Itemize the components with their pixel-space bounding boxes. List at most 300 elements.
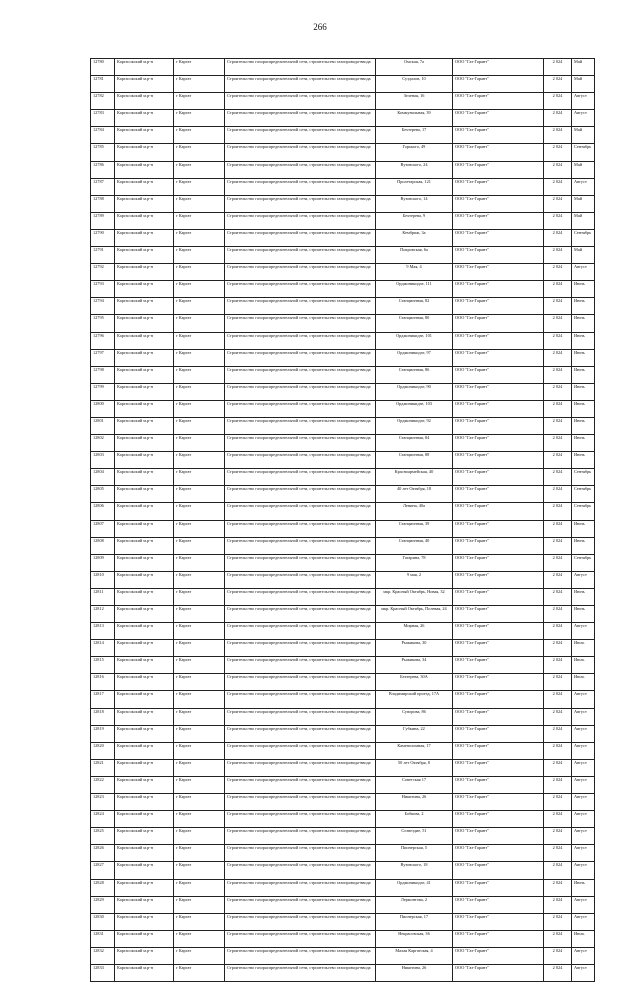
address-cell: Станционная, 88 <box>376 452 453 469</box>
locality-cell: г Каргат <box>174 452 225 469</box>
year-cell: 2 024 <box>544 845 572 862</box>
work-type-cell: Строительство газораспределительной сети, строительство газопровода-ввода <box>225 127 376 144</box>
municipality-cell: Каргасокский м.р-н <box>115 127 174 144</box>
organization-cell: ООО "Газ-Гарант" <box>453 195 544 212</box>
row-number-cell: 12830 <box>91 913 115 930</box>
row-number-cell: 12790 <box>91 229 115 246</box>
locality-cell: г Каргат <box>174 110 225 127</box>
organization-cell: ООО "Газ-Гарант" <box>453 588 544 605</box>
address-cell: Станционная, 80 <box>376 315 453 332</box>
locality-cell: г Каргат <box>174 896 225 913</box>
municipality-cell: Каргасокский м.р-н <box>115 178 174 195</box>
work-type-cell: Строительство газораспределительной сети, строительство газопровода-ввода <box>225 503 376 520</box>
year-cell: 2 024 <box>544 195 572 212</box>
address-cell: Малая Каргатская, 4 <box>376 947 453 964</box>
work-type-cell: Строительство газораспределительной сети, строительство газопровода-ввода <box>225 708 376 725</box>
organization-cell: ООО "Газ-Гарант" <box>453 554 544 571</box>
table-row <box>91 657 595 674</box>
year-cell: 2 024 <box>544 896 572 913</box>
work-type-cell: Строительство газораспределительной сети, строительство газопровода-ввода <box>225 725 376 742</box>
locality-cell: г Каргат <box>174 76 225 93</box>
table-row <box>91 947 595 964</box>
address-cell: Орджоникидзе, 41 <box>376 879 453 896</box>
locality-cell: г Каргат <box>174 725 225 742</box>
address-cell: Станционная, 84 <box>376 435 453 452</box>
work-type-cell: Строительство газораспределительной сети, строительство газопровода-ввода <box>225 298 376 315</box>
locality-cell: г Каргат <box>174 212 225 229</box>
month-cell: Август <box>572 264 595 281</box>
organization-cell: ООО "Газ-Гарант" <box>453 315 544 332</box>
month-cell: Август <box>572 759 595 776</box>
month-cell: Август <box>572 571 595 588</box>
work-type-cell: Строительство газораспределительной сети, строительство газопровода-ввода <box>225 828 376 845</box>
table-row <box>91 417 595 434</box>
row-number-cell: 12814 <box>91 640 115 657</box>
municipality-cell: Каргасокский м.р-н <box>115 195 174 212</box>
table-row <box>91 281 595 298</box>
table-row <box>91 127 595 144</box>
organization-cell: ООО "Газ-Гарант" <box>453 742 544 759</box>
municipality-cell: Каргасокский м.р-н <box>115 776 174 793</box>
address-cell: Созвездие, 51 <box>376 828 453 845</box>
work-type-cell: Строительство газораспределительной сети, строительство газопровода-ввода <box>225 947 376 964</box>
locality-cell: г Каргат <box>174 640 225 657</box>
work-type-cell: Строительство газораспределительной сети, строительство газопровода-ввода <box>225 93 376 110</box>
year-cell: 2 024 <box>544 776 572 793</box>
table-row <box>91 110 595 127</box>
month-cell: Сентябрь <box>572 229 595 246</box>
locality-cell: г Каргат <box>174 469 225 486</box>
municipality-cell: Каргасокский м.р-н <box>115 759 174 776</box>
month-cell: Июнь <box>572 520 595 537</box>
table-row <box>91 383 595 400</box>
locality-cell: г Каргат <box>174 93 225 110</box>
address-cell: 40 лет Октября, 18 <box>376 486 453 503</box>
address-cell: Покровская, 6а <box>376 247 453 264</box>
work-type-cell: Строительство газораспределительной сети, строительство газопровода-ввода <box>225 161 376 178</box>
year-cell: 2 024 <box>544 520 572 537</box>
organization-cell: ООО "Газ-Гарант" <box>453 708 544 725</box>
row-number-cell: 12787 <box>91 178 115 195</box>
municipality-cell: Каргасокский м.р-н <box>115 828 174 845</box>
month-cell: Август <box>572 828 595 845</box>
municipality-cell: Каргасокский м.р-н <box>115 298 174 315</box>
address-cell: Бехтерева, 9 <box>376 212 453 229</box>
work-type-cell: Строительство газораспределительной сети, строительство газопровода-ввода <box>225 383 376 400</box>
table-row <box>91 691 595 708</box>
address-cell: Омская, 7а <box>376 59 453 76</box>
month-cell: Июль <box>572 657 595 674</box>
organization-cell: ООО "Газ-Гарант" <box>453 469 544 486</box>
organization-cell: ООО "Газ-Гарант" <box>453 247 544 264</box>
organization-cell: ООО "Газ-Гарант" <box>453 486 544 503</box>
organization-cell: ООО "Газ-Гарант" <box>453 879 544 896</box>
municipality-cell: Каргасокский м.р-н <box>115 520 174 537</box>
municipality-cell: Каргасокский м.р-н <box>115 486 174 503</box>
work-type-cell: Строительство газораспределительной сети, строительство газопровода-ввода <box>225 862 376 879</box>
address-cell: Рыжикова, 30 <box>376 640 453 657</box>
organization-cell: ООО "Газ-Гарант" <box>453 366 544 383</box>
address-cell: Гагарина, 78 <box>376 554 453 571</box>
year-cell: 2 024 <box>544 469 572 486</box>
locality-cell: г Каргат <box>174 281 225 298</box>
municipality-cell: Каргасокский м.р-н <box>115 349 174 366</box>
organization-cell: ООО "Газ-Гарант" <box>453 913 544 930</box>
work-type-cell: Строительство газораспределительной сети, строительство газопровода-ввода <box>225 964 376 981</box>
municipality-cell: Каргасокский м.р-н <box>115 332 174 349</box>
locality-cell: г Каргат <box>174 879 225 896</box>
work-type-cell: Строительство газораспределительной сети, строительство газопровода-ввода <box>225 759 376 776</box>
row-number-cell: 12825 <box>91 828 115 845</box>
year-cell: 2 024 <box>544 862 572 879</box>
organization-cell: ООО "Газ-Гарант" <box>453 862 544 879</box>
locality-cell: г Каргат <box>174 229 225 246</box>
locality-cell: г Каргат <box>174 742 225 759</box>
row-number-cell: 12784 <box>91 127 115 144</box>
table-row <box>91 623 595 640</box>
month-cell: Август <box>572 742 595 759</box>
municipality-cell: Каргасокский м.р-н <box>115 571 174 588</box>
address-cell: Лермонтова, 2 <box>376 896 453 913</box>
address-cell: Вузовского, 18 <box>376 862 453 879</box>
month-cell: Май <box>572 212 595 229</box>
municipality-cell: Каргасокский м.р-н <box>115 110 174 127</box>
organization-cell: ООО "Газ-Гарант" <box>453 281 544 298</box>
locality-cell: г Каргат <box>174 59 225 76</box>
work-type-cell: Строительство газораспределительной сети, строительство газопровода-ввода <box>225 144 376 161</box>
address-cell: Пионерская, 17 <box>376 913 453 930</box>
row-number-cell: 12783 <box>91 110 115 127</box>
municipality-cell: Каргасокский м.р-н <box>115 794 174 811</box>
organization-cell: ООО "Газ-Гарант" <box>453 794 544 811</box>
row-number-cell: 12786 <box>91 161 115 178</box>
address-cell: Суздалов, 10 <box>376 76 453 93</box>
row-number-cell: 12822 <box>91 776 115 793</box>
organization-cell: ООО "Газ-Гарант" <box>453 930 544 947</box>
organization-cell: ООО "Газ-Гарант" <box>453 59 544 76</box>
table-row <box>91 486 595 503</box>
year-cell: 2 024 <box>544 879 572 896</box>
work-type-cell: Строительство газораспределительной сети, строительство газопровода-ввода <box>225 588 376 605</box>
table-row <box>91 776 595 793</box>
row-number-cell: 12810 <box>91 571 115 588</box>
table-row <box>91 332 595 349</box>
municipality-cell: Каргасокский м.р-н <box>115 400 174 417</box>
locality-cell: г Каргат <box>174 913 225 930</box>
locality-cell: г Каргат <box>174 144 225 161</box>
address-cell: Бехтерева, 17 <box>376 127 453 144</box>
municipality-cell: Каргасокский м.р-н <box>115 315 174 332</box>
address-cell: Рыжикова, 34 <box>376 657 453 674</box>
organization-cell: ООО "Газ-Гарант" <box>453 725 544 742</box>
month-cell: Июнь <box>572 315 595 332</box>
work-type-cell: Строительство газораспределительной сети, строительство газопровода-ввода <box>225 264 376 281</box>
address-cell: мкр. Красный Октябрь, Новая, 32 <box>376 588 453 605</box>
address-cell: Горького, 49 <box>376 144 453 161</box>
organization-cell: ООО "Газ-Гарант" <box>453 691 544 708</box>
table-row <box>91 930 595 947</box>
table-row <box>91 76 595 93</box>
address-cell: Владимирский проезд, 17А <box>376 691 453 708</box>
month-cell: Июнь <box>572 298 595 315</box>
row-number-cell: 12802 <box>91 435 115 452</box>
row-number-cell: 12827 <box>91 862 115 879</box>
year-cell: 2 024 <box>544 298 572 315</box>
table-row <box>91 964 595 981</box>
address-cell: Вузовского, 14 <box>376 195 453 212</box>
year-cell: 2 024 <box>544 657 572 674</box>
row-number-cell: 12821 <box>91 759 115 776</box>
month-cell: Сентябрь <box>572 469 595 486</box>
table-row <box>91 828 595 845</box>
row-number-cell: 12813 <box>91 623 115 640</box>
month-cell: Май <box>572 247 595 264</box>
row-number-cell: 12808 <box>91 537 115 554</box>
municipality-cell: Каргасокский м.р-н <box>115 212 174 229</box>
organization-cell: ООО "Газ-Гарант" <box>453 298 544 315</box>
month-cell: Август <box>572 947 595 964</box>
organization-cell: ООО "Газ-Гарант" <box>453 828 544 845</box>
locality-cell: г Каргат <box>174 247 225 264</box>
work-type-cell: Строительство газораспределительной сети, строительство газопровода-ввода <box>225 776 376 793</box>
municipality-cell: Каргасокский м.р-н <box>115 588 174 605</box>
locality-cell: г Каргат <box>174 315 225 332</box>
row-number-cell: 12815 <box>91 657 115 674</box>
month-cell: Август <box>572 896 595 913</box>
locality-cell: г Каргат <box>174 400 225 417</box>
year-cell: 2 024 <box>544 161 572 178</box>
table-row <box>91 212 595 229</box>
row-number-cell: 12820 <box>91 742 115 759</box>
locality-cell: г Каргат <box>174 161 225 178</box>
year-cell: 2 024 <box>544 144 572 161</box>
municipality-cell: Каргасокский м.р-н <box>115 657 174 674</box>
month-cell: Июнь <box>572 588 595 605</box>
municipality-cell: Каргасокский м.р-н <box>115 606 174 623</box>
row-number-cell: 12826 <box>91 845 115 862</box>
work-type-cell: Строительство газораспределительной сети, строительство газопровода-ввода <box>225 913 376 930</box>
year-cell: 2 024 <box>544 964 572 981</box>
work-type-cell: Строительство газораспределительной сети, строительство газопровода-ввода <box>225 879 376 896</box>
municipality-cell: Каргасокский м.р-н <box>115 554 174 571</box>
address-cell: Пионерская, 5 <box>376 845 453 862</box>
table-body <box>91 59 595 982</box>
municipality-cell: Каргасокский м.р-н <box>115 366 174 383</box>
year-cell: 2 024 <box>544 588 572 605</box>
month-cell: Май <box>572 76 595 93</box>
year-cell: 2 024 <box>544 349 572 366</box>
month-cell: Июнь <box>572 332 595 349</box>
month-cell: Август <box>572 845 595 862</box>
organization-cell: ООО "Газ-Гарант" <box>453 212 544 229</box>
year-cell: 2 024 <box>544 264 572 281</box>
locality-cell: г Каргат <box>174 674 225 691</box>
locality-cell: г Каргат <box>174 623 225 640</box>
row-number-cell: 12798 <box>91 366 115 383</box>
year-cell: 2 024 <box>544 229 572 246</box>
year-cell: 2 024 <box>544 315 572 332</box>
month-cell: Июль <box>572 674 595 691</box>
address-cell: Бобкова, 2 <box>376 811 453 828</box>
year-cell: 2 024 <box>544 811 572 828</box>
address-cell: 50 лет Октября, 8 <box>376 759 453 776</box>
work-type-cell: Строительство газораспределительной сети, строительство газопровода-ввода <box>225 794 376 811</box>
municipality-cell: Каргасокский м.р-н <box>115 640 174 657</box>
municipality-cell: Каргасокский м.р-н <box>115 417 174 434</box>
organization-cell: ООО "Газ-Гарант" <box>453 435 544 452</box>
table-row <box>91 606 595 623</box>
organization-cell: ООО "Газ-Гарант" <box>453 332 544 349</box>
municipality-cell: Каргасокский м.р-н <box>115 435 174 452</box>
row-number-cell: 12788 <box>91 195 115 212</box>
table-row <box>91 315 595 332</box>
municipality-cell: Каргасокский м.р-н <box>115 93 174 110</box>
table-row <box>91 144 595 161</box>
row-number-cell: 12793 <box>91 281 115 298</box>
month-cell: Июнь <box>572 281 595 298</box>
year-cell: 2 024 <box>544 93 572 110</box>
organization-cell: ООО "Газ-Гарант" <box>453 127 544 144</box>
table-row <box>91 366 595 383</box>
month-cell: Май <box>572 127 595 144</box>
organization-cell: ООО "Газ-Гарант" <box>453 264 544 281</box>
locality-cell: г Каргат <box>174 503 225 520</box>
municipality-cell: Каргасокский м.р-н <box>115 281 174 298</box>
table-row <box>91 229 595 246</box>
year-cell: 2 024 <box>544 640 572 657</box>
row-number-cell: 12792 <box>91 264 115 281</box>
year-cell: 2 024 <box>544 759 572 776</box>
table-row <box>91 520 595 537</box>
year-cell: 2 024 <box>544 691 572 708</box>
work-type-cell: Строительство газораспределительной сети, строительство газопровода-ввода <box>225 195 376 212</box>
year-cell: 2 024 <box>544 947 572 964</box>
work-type-cell: Строительство газораспределительной сети, строительство газопровода-ввода <box>225 520 376 537</box>
month-cell: Август <box>572 794 595 811</box>
address-cell: Каменоломная, 17 <box>376 742 453 759</box>
work-type-cell: Строительство газораспределительной сети, строительство газопровода-ввода <box>225 332 376 349</box>
address-cell: Кембриж, 3а <box>376 229 453 246</box>
address-cell: Орджоникидзе, 92 <box>376 417 453 434</box>
row-number-cell: 12797 <box>91 349 115 366</box>
year-cell: 2 024 <box>544 281 572 298</box>
locality-cell: г Каргат <box>174 588 225 605</box>
address-cell: мкр. Красный Октябрь, Полевая, 24 <box>376 606 453 623</box>
month-cell: Июль <box>572 640 595 657</box>
organization-cell: ООО "Газ-Гарант" <box>453 759 544 776</box>
work-type-cell: Строительство газораспределительной сети, строительство газопровода-ввода <box>225 76 376 93</box>
year-cell: 2 024 <box>544 828 572 845</box>
locality-cell: г Каргат <box>174 178 225 195</box>
year-cell: 2 024 <box>544 400 572 417</box>
table-row <box>91 588 595 605</box>
organization-cell: ООО "Газ-Гарант" <box>453 520 544 537</box>
locality-cell: г Каргат <box>174 657 225 674</box>
address-cell: Мирная, 26 <box>376 623 453 640</box>
row-number-cell: 12781 <box>91 76 115 93</box>
address-cell: Бехтерева, 30А <box>376 674 453 691</box>
municipality-cell: Каргасокский м.р-н <box>115 725 174 742</box>
month-cell: Июнь <box>572 383 595 400</box>
municipality-cell: Каргасокский м.р-н <box>115 623 174 640</box>
row-number-cell: 12799 <box>91 383 115 400</box>
organization-cell: ООО "Газ-Гарант" <box>453 811 544 828</box>
municipality-cell: Каргасокский м.р-н <box>115 879 174 896</box>
work-type-cell: Строительство газораспределительной сети, строительство газопровода-ввода <box>225 435 376 452</box>
row-number-cell: 12819 <box>91 725 115 742</box>
work-type-cell: Строительство газораспределительной сети, строительство газопровода-ввода <box>225 486 376 503</box>
address-cell: Губкина, 22 <box>376 725 453 742</box>
locality-cell: г Каргат <box>174 554 225 571</box>
row-number-cell: 12829 <box>91 896 115 913</box>
work-type-cell: Строительство газораспределительной сети, строительство газопровода-ввода <box>225 417 376 434</box>
year-cell: 2 024 <box>544 930 572 947</box>
table-row <box>91 537 595 554</box>
locality-cell: г Каргат <box>174 811 225 828</box>
municipality-cell: Каргасокский м.р-н <box>115 947 174 964</box>
work-type-cell: Строительство газораспределительной сети, строительство газопровода-ввода <box>225 400 376 417</box>
locality-cell: г Каргат <box>174 845 225 862</box>
work-type-cell: Строительство газораспределительной сети, строительство газопровода-ввода <box>225 366 376 383</box>
municipality-cell: Каргасокский м.р-н <box>115 811 174 828</box>
locality-cell: г Каргат <box>174 571 225 588</box>
table-row <box>91 554 595 571</box>
month-cell: Август <box>572 93 595 110</box>
locality-cell: г Каргат <box>174 708 225 725</box>
month-cell: Июнь <box>572 537 595 554</box>
year-cell: 2 024 <box>544 503 572 520</box>
row-number-cell: 12780 <box>91 59 115 76</box>
month-cell: Июнь <box>572 435 595 452</box>
municipality-cell: Каргасокский м.р-н <box>115 708 174 725</box>
month-cell: Август <box>572 862 595 879</box>
year-cell: 2 024 <box>544 623 572 640</box>
year-cell: 2 024 <box>544 537 572 554</box>
locality-cell: г Каргат <box>174 794 225 811</box>
table-row <box>91 452 595 469</box>
row-number-cell: 12824 <box>91 811 115 828</box>
month-cell: Июнь <box>572 349 595 366</box>
month-cell: Июнь <box>572 400 595 417</box>
locality-cell: г Каргат <box>174 759 225 776</box>
table-row <box>91 503 595 520</box>
row-number-cell: 12796 <box>91 332 115 349</box>
row-number-cell: 12804 <box>91 469 115 486</box>
organization-cell: ООО "Газ-Гарант" <box>453 229 544 246</box>
year-cell: 2 024 <box>544 178 572 195</box>
year-cell: 2 024 <box>544 486 572 503</box>
work-type-cell: Строительство газораспределительной сети, строительство газопровода-ввода <box>225 452 376 469</box>
work-type-cell: Строительство газораспределительной сети, строительство газопровода-ввода <box>225 469 376 486</box>
address-cell: Красноармейская, 40 <box>376 469 453 486</box>
locality-cell: г Каргат <box>174 435 225 452</box>
locality-cell: г Каргат <box>174 417 225 434</box>
municipality-cell: Каргасокский м.р-н <box>115 469 174 486</box>
gasification-table <box>90 58 595 982</box>
locality-cell: г Каргат <box>174 862 225 879</box>
year-cell: 2 024 <box>544 452 572 469</box>
address-cell: Ленина, 40а <box>376 503 453 520</box>
row-number-cell: 12817 <box>91 691 115 708</box>
organization-cell: ООО "Газ-Гарант" <box>453 110 544 127</box>
month-cell: Сентябрь <box>572 486 595 503</box>
work-type-cell: Строительство газораспределительной сети, строительство газопровода-ввода <box>225 571 376 588</box>
table-row <box>91 93 595 110</box>
year-cell: 2 024 <box>544 59 572 76</box>
municipality-cell: Каргасокский м.р-н <box>115 229 174 246</box>
work-type-cell: Строительство газораспределительной сети, строительство газопровода-ввода <box>225 674 376 691</box>
municipality-cell: Каргасокский м.р-н <box>115 537 174 554</box>
